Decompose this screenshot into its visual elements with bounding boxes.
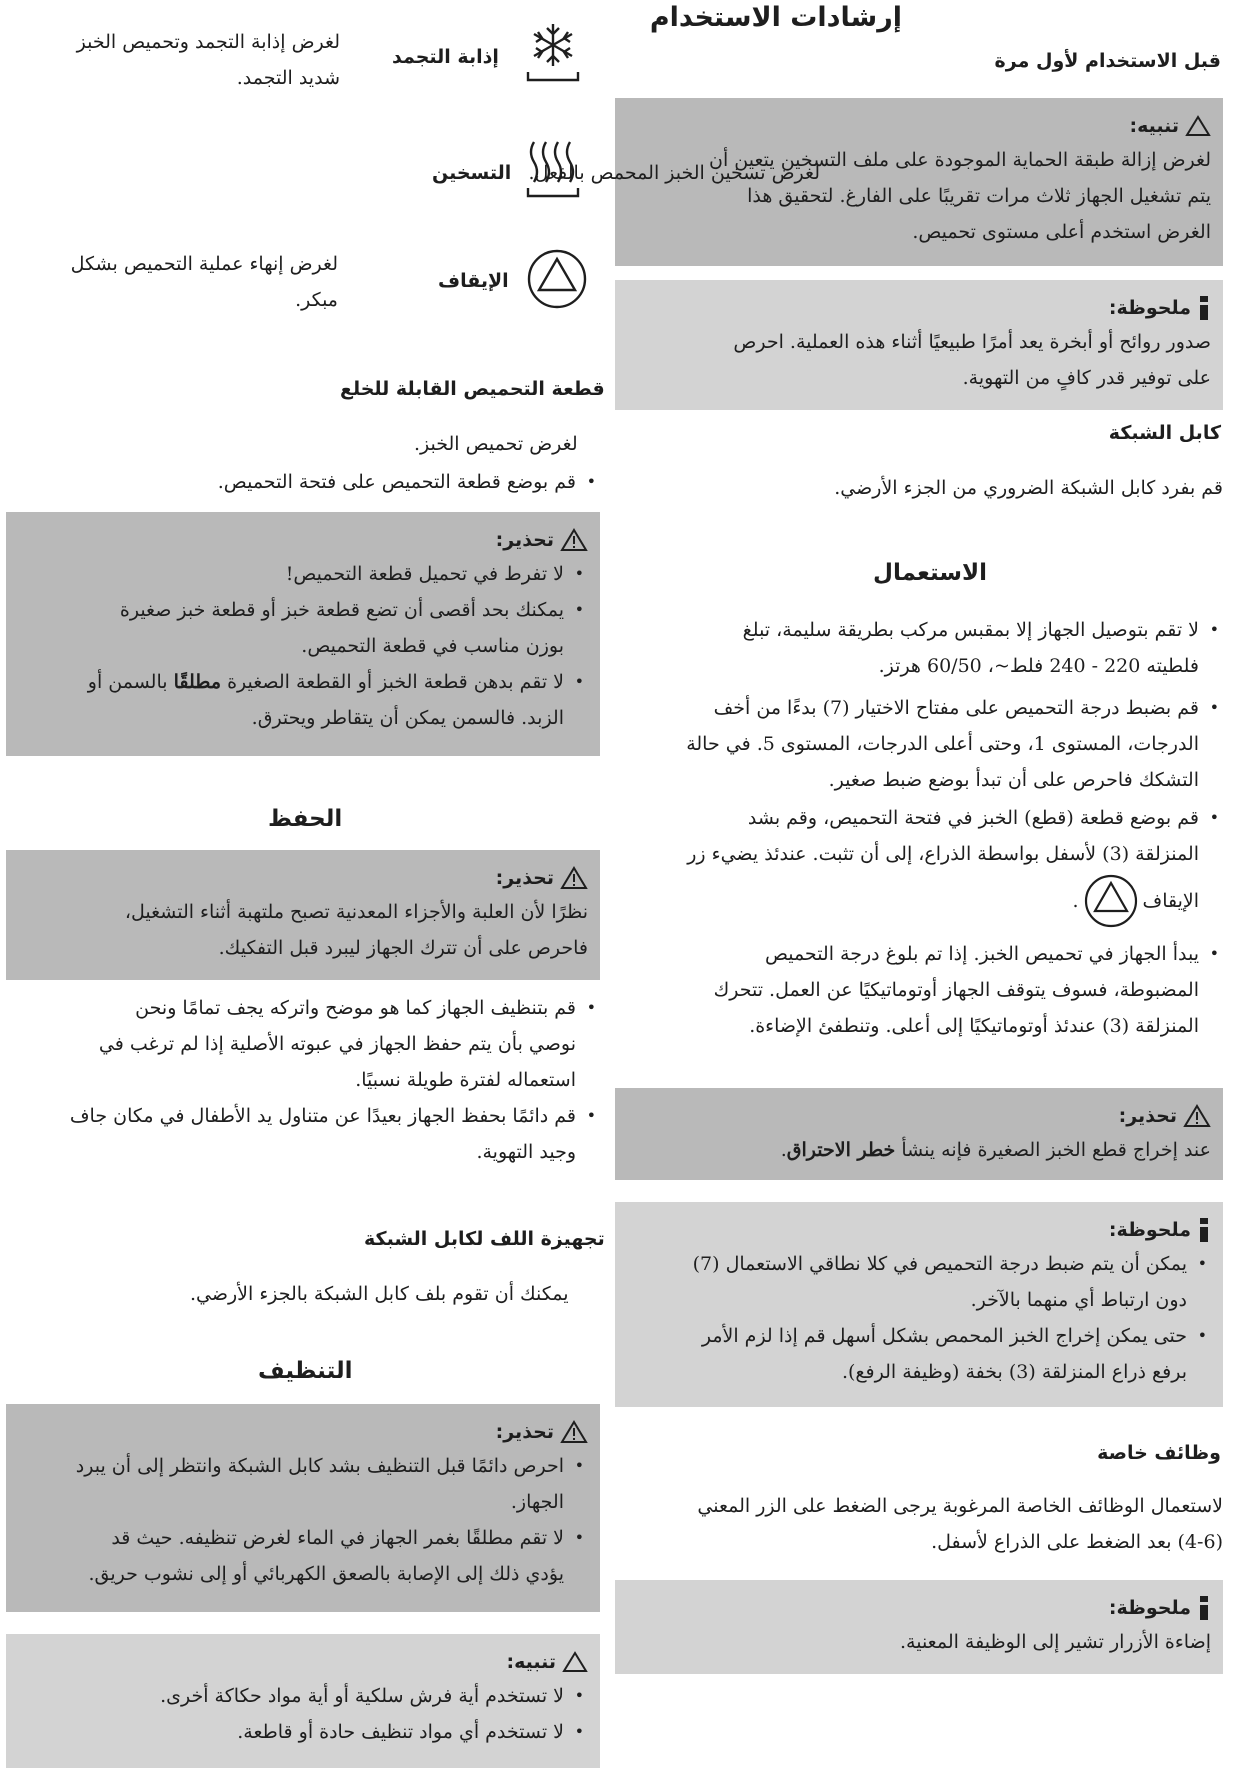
note-list bbox=[627, 1246, 1211, 1390]
caution-box bbox=[6, 1634, 600, 1768]
warning-triangle-icon bbox=[560, 866, 588, 890]
warning-header bbox=[18, 862, 588, 894]
list-item: • لا تستخدم أية فرش سلكية أو أية مواد حكاكة أخرى. bbox=[18, 1678, 588, 1714]
list-item: • حتى يمكن إخراج الخبز المحمص بشكل أسهل قم إذا لزم الأمر برفع ذراع المنزلقة (3) بخفة (وظيفة الرفع). bbox=[627, 1318, 1211, 1390]
caution-header bbox=[18, 1646, 588, 1678]
note-label: ملحوظة: bbox=[1108, 1597, 1191, 1619]
cleaning-heading: التنظيف bbox=[258, 1358, 353, 1384]
cable-wrap-heading: تجهيزة اللف لكابل الشبكة bbox=[364, 1228, 605, 1250]
warning-text: عند إخراج قطع الخبز الصغيرة فإنه ينشأ خطر الاحتراق. bbox=[780, 1139, 1211, 1161]
warning-triangle-icon bbox=[560, 528, 588, 552]
list-item: • يمكن أن يتم ضبط درجة التحميص في كلا نطاقي الاستعمال (7) دون ارتباط أي منهما بالآخر. bbox=[627, 1246, 1211, 1318]
warning-line: نظرًا لأن العلبة والأجزاء المعدنية تصبح ملتهبة أثناء التشغيل، bbox=[124, 901, 588, 923]
page-title: إرشادات الاستخدام bbox=[649, 2, 902, 33]
symbol-label: إذابة التجمد bbox=[392, 46, 499, 68]
warning-list bbox=[18, 1448, 588, 1592]
warning-line: فاحرص على أن تترك الجهاز ليبرد قبل التفكيك. bbox=[218, 937, 588, 959]
note-label: ملحوظة: bbox=[1108, 1219, 1191, 1241]
special-functions-text: لاستعمال الوظائف الخاصة المرغوبة يرجى الضغط على الزر المعني (4-6) بعد الضغط على الذراع لأسفل. bbox=[697, 1495, 1223, 1553]
first-use-heading: قبل الاستخدام لأول مرة bbox=[994, 50, 1221, 72]
list-item: • لا تقم مطلقًا بغمر الجهاز في الماء لغرض تنظيفه. حيث قد يؤدي ذلك إلى الإصابة بالصعق الكهربائي أو إلى نشوب حريق. bbox=[18, 1520, 588, 1592]
note-box bbox=[615, 1202, 1223, 1407]
stop-inline-label: الإيقاف bbox=[1142, 890, 1199, 912]
list-item: • يبدأ الجهاز في تحميص الخبز. إذا تم بلوغ درجة التحميص المضبوطة، فسوف يتوقف الجهاز أوتوماتيكيًا عن العمل. تتحرك المنزلقة (3) عندئذ أوتوماتيكيًا إلى أعلى. وتنطفئ الإضاءة. bbox=[613, 936, 1223, 1044]
cable-wrap-text: يمكنك أن تقوم بلف كابل الشبكة بالجزء الأرضي. bbox=[190, 1283, 569, 1305]
caution-line: يتم تشغيل الجهاز ثلاث مرات تقريبًا على الفارغ. لتحقيق هذا bbox=[747, 185, 1211, 207]
note-line: صدور روائح أو أبخرة يعد أمرًا طبيعيًا أثناء هذه العملية. احرص bbox=[733, 331, 1211, 353]
defrost-icon bbox=[520, 20, 586, 90]
warning-header bbox=[627, 1100, 1211, 1132]
cable-text: قم بفرد كابل الشبكة الضروري من الجزء الأرضي. bbox=[834, 477, 1223, 499]
caution-header bbox=[627, 110, 1211, 142]
note-line: على توفير قدر كافٍ من التهوية. bbox=[962, 367, 1211, 389]
warning-label: تحذير: bbox=[495, 1421, 554, 1443]
caution-list bbox=[18, 1678, 588, 1750]
info-icon bbox=[1197, 296, 1211, 320]
warning-triangle-icon bbox=[560, 1420, 588, 1444]
special-functions-heading: وظائف خاصة bbox=[1097, 1442, 1221, 1464]
warning-label: تحذير: bbox=[1118, 1105, 1177, 1127]
symbol-description: لغرض إنهاء عملية التحميص بشكل مبكر. bbox=[70, 253, 338, 311]
warning-triangle-icon bbox=[1183, 1104, 1211, 1128]
warning-list bbox=[18, 556, 588, 736]
note-header bbox=[627, 1214, 1211, 1246]
usage-list bbox=[613, 612, 1223, 1044]
caution-triangle-icon bbox=[1185, 115, 1211, 137]
list-item: • قم بتنظيف الجهاز كما هو موضح واتركه يجف تمامًا ونحن نوصي بأن يتم حفظ الجهاز في عبوته الأصلية إذا لم ترغب في استعماله لفترة طويلة نسبيًا. bbox=[6, 990, 600, 1098]
list-item: • قم بوضع قطعة (قطع) الخبز في فتحة التحميص، وقم بشد المنزلقة (3) لأسفل بواسطة الذراع، إلى أن تثبت. عندئذ يضيء زر الإيقاف . bbox=[613, 800, 1223, 930]
warning-header bbox=[18, 524, 588, 556]
info-icon bbox=[1197, 1218, 1211, 1242]
list-item: • يمكنك بحد أقصى أن تضع قطعة خبز أو قطعة خبز صغيرة بوزن مناسب في قطعة التحميص. bbox=[18, 592, 588, 664]
note-header bbox=[627, 292, 1211, 324]
caution-label: تنبيه: bbox=[1129, 115, 1179, 137]
warning-label: تحذير: bbox=[495, 529, 554, 551]
bun-attachment-text: لغرض تحميص الخبز. bbox=[414, 433, 578, 455]
storage-list bbox=[6, 990, 600, 1170]
info-icon bbox=[1197, 1596, 1211, 1620]
caution-triangle-icon bbox=[562, 1651, 588, 1673]
list-item: • لا تقم بتوصيل الجهاز إلا بمقبس مركب بطريقة سليمة، تبلغ فلطيته 220 - 240 فلط~، 60/50 هرتز. bbox=[613, 612, 1223, 684]
storage-heading: الحفظ bbox=[268, 806, 343, 832]
note-header bbox=[627, 1592, 1211, 1624]
list-item: • لا تقم بدهن قطعة الخبز أو القطعة الصغيرة مطلقًا بالسمن أو الزبد. فالسمن يمكن أن يتقاطر ويحترق. bbox=[18, 664, 588, 736]
note-box bbox=[615, 1580, 1223, 1674]
list-item: • لا تستخدم أي مواد تنظيف حادة أو قاطعة. bbox=[18, 1714, 588, 1750]
note-label: ملحوظة: bbox=[1108, 297, 1191, 319]
stop-icon bbox=[526, 248, 588, 310]
caution-line: لغرض إزالة طبقة الحماية الموجودة على ملف التسخين يتعين أن bbox=[709, 149, 1211, 171]
warning-box bbox=[615, 1088, 1223, 1180]
symbol-label: التسخين bbox=[432, 162, 512, 184]
note-text: إضاءة الأزرار تشير إلى الوظيفة المعنية. bbox=[899, 1631, 1211, 1653]
caution-label: تنبيه: bbox=[506, 1651, 556, 1673]
list-item: • قم دائمًا بحفظ الجهاز بعيدًا عن متناول يد الأطفال في مكان جاف وجيد التهوية. bbox=[6, 1098, 600, 1170]
bun-attachment-heading: قطعة التحميص القابلة للخلع bbox=[340, 378, 605, 400]
usage-heading: الاستعمال bbox=[872, 560, 987, 586]
warning-label: تحذير: bbox=[495, 867, 554, 889]
list-item: • قم بضبط درجة التحميص على مفتاح الاختيار (7) بدءًا من أخف الدرجات، المستوى 1، وحتى أعلى الدرجات، المستوى 5. في حالة التشكك فاحرص على أن تبدأ بوضع ضبط صغير. bbox=[613, 690, 1223, 798]
symbol-description: لغرض إذابة التجمد وتحميص الخبز شديد التجمد. bbox=[76, 31, 340, 89]
caution-line: الغرض استخدم أعلى مستوى تحميص. bbox=[912, 221, 1211, 243]
list-item: • احرص دائمًا قبل التنظيف بشد كابل الشبكة وانتظر إلى أن يبرد الجهاز. bbox=[18, 1448, 588, 1520]
symbol-label: الإيقاف bbox=[438, 270, 509, 292]
symbol-description: لغرض تسخين الخبز المحمص بالفعل. bbox=[528, 162, 820, 184]
bun-attachment-list bbox=[150, 464, 600, 500]
list-item: • قم بوضع قطعة التحميص على فتحة التحميص. bbox=[150, 464, 600, 500]
warning-box bbox=[6, 850, 600, 980]
warning-header bbox=[18, 1416, 588, 1448]
list-item: • لا تفرط في تحميل قطعة التحميص! bbox=[18, 556, 588, 592]
note-box bbox=[615, 280, 1223, 410]
stop-icon bbox=[1083, 873, 1139, 929]
cable-heading: كابل الشبكة bbox=[1108, 422, 1221, 444]
warning-box bbox=[6, 1404, 600, 1612]
warning-box bbox=[6, 512, 600, 756]
